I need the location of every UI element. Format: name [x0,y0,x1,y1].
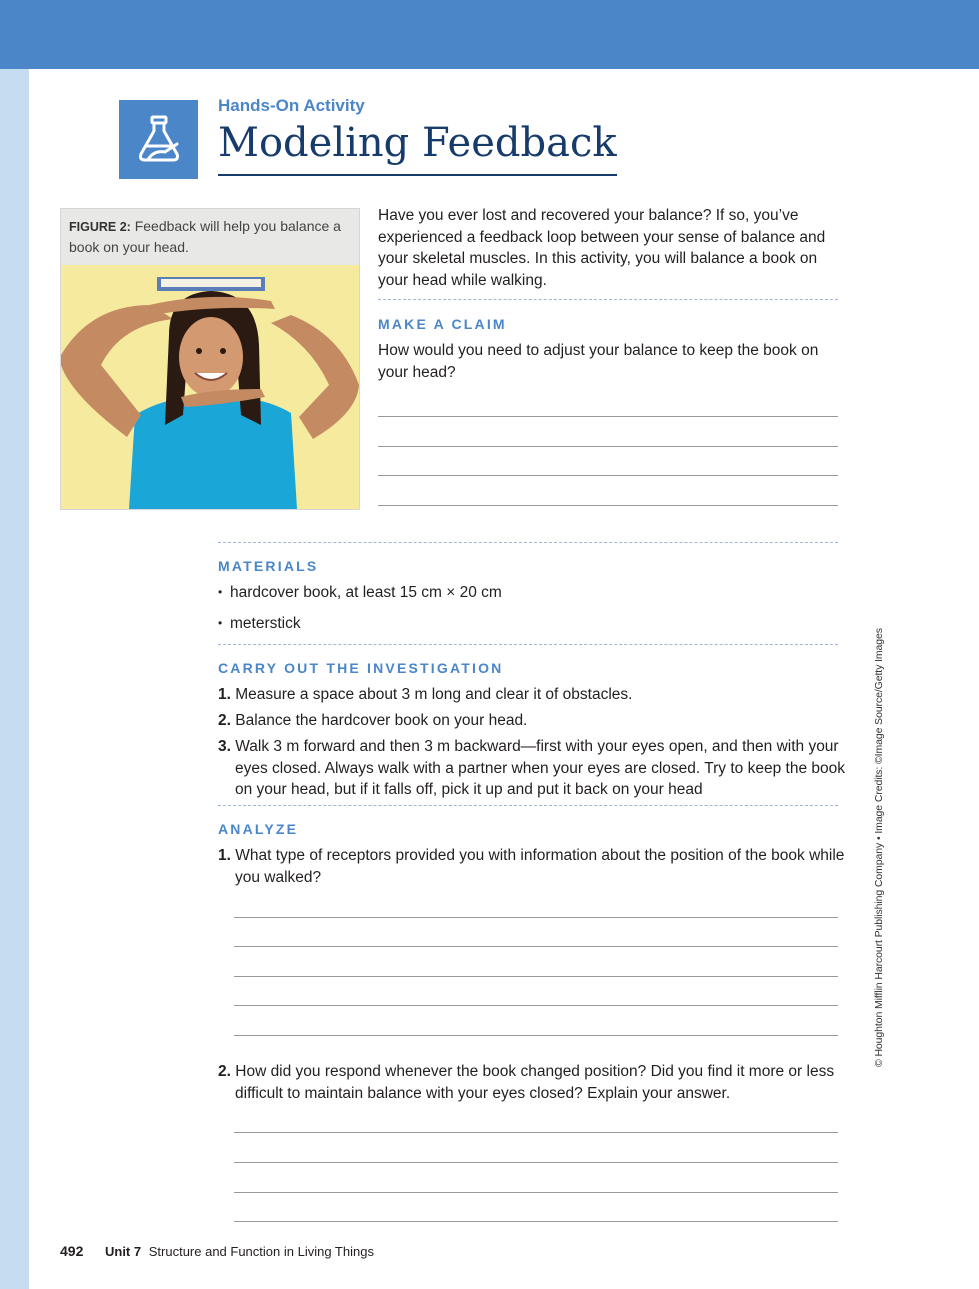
analyze-heading: ANALYZE [218,821,299,837]
analyze-answer-line[interactable] [234,1162,838,1163]
analyze-answer-line[interactable] [234,946,838,947]
claim-answer-line[interactable] [378,505,838,506]
claim-answer-line[interactable] [378,416,838,417]
girl-balancing-book-photo [61,265,359,509]
section-divider [218,805,838,806]
analyze-question: 2. How did you respond whenever the book changed position? Did you find it more or less difficult to maintain balance with your eyes closed? Explain your answer. [218,1063,835,1102]
unit-title: Structure and Function in Living Things [148,1244,374,1259]
investigation-heading: CARRY OUT THE INVESTIGATION [218,660,504,676]
analyze-answer-line[interactable] [234,1035,838,1036]
materials-item: • meterstick [218,615,301,632]
investigation-step: 2. Balance the hardcover book on your head. [218,712,528,729]
analyze-answer-line[interactable] [234,1132,838,1133]
figure-label: FIGURE 2: [69,220,131,234]
hands-on-activity-icon [119,100,198,179]
investigation-step: 1. Measure a space about 3 m long and clear it of obstacles. [218,686,633,703]
figure-caption [61,209,359,265]
analyze-answer-line[interactable] [234,1005,838,1006]
analyze-answer-line[interactable] [234,976,838,977]
bullet-icon: • [218,585,223,599]
header-band [0,0,979,69]
unit-label: Unit 7 [104,1244,142,1259]
claim-heading: MAKE A CLAIM [378,316,507,332]
materials-heading: MATERIALS [218,558,319,574]
page-title: Modeling Feedback [218,120,617,176]
section-divider [218,542,838,543]
analyze-answer-line[interactable] [234,917,838,918]
analyze-answer-line[interactable] [234,1192,838,1193]
figure-2 [60,208,360,510]
claim-answer-line[interactable] [378,446,838,447]
margin-band [0,69,29,1289]
activity-kicker: Hands-On Activity [218,96,365,115]
materials-item: • hardcover book, at least 15 cm × 20 cm [218,584,502,601]
image-credits: © Houghton Mifflin Harcourt Publishing Company • Image Credits: ©Image Source/Getty Images [873,628,885,1067]
section-divider [218,644,838,645]
investigation-step: 3. Walk 3 m forward and then 3 m backward—first with your eyes open, and then with your eyes closed. Always walk with a partner when your eyes are closed. Try to keep the book on your head, but if it falls off, pick it up and put it back on your head [218,738,845,798]
figure-caption-text: Feedback will help you balance a book on your head. [69,218,341,255]
bullet-icon: • [218,616,223,630]
analyze-answer-line[interactable] [234,1221,838,1222]
section-divider [378,299,838,300]
page-number: 492 [60,1243,84,1259]
claim-question: How would you need to adjust your balance to keep the book on your head? [378,342,819,381]
intro-paragraph: Have you ever lost and recovered your balance? If so, you’ve experienced a feedback loop between your sense of balance and your skeletal muscles. In this activity, you will balance a book on your head while walking. [378,207,826,289]
analyze-question: 1. What type of receptors provided you with information about the position of the book while you walked? [218,847,845,886]
claim-answer-line[interactable] [378,475,838,476]
flask-hand-icon [135,114,183,166]
page-footer [60,1243,374,1259]
